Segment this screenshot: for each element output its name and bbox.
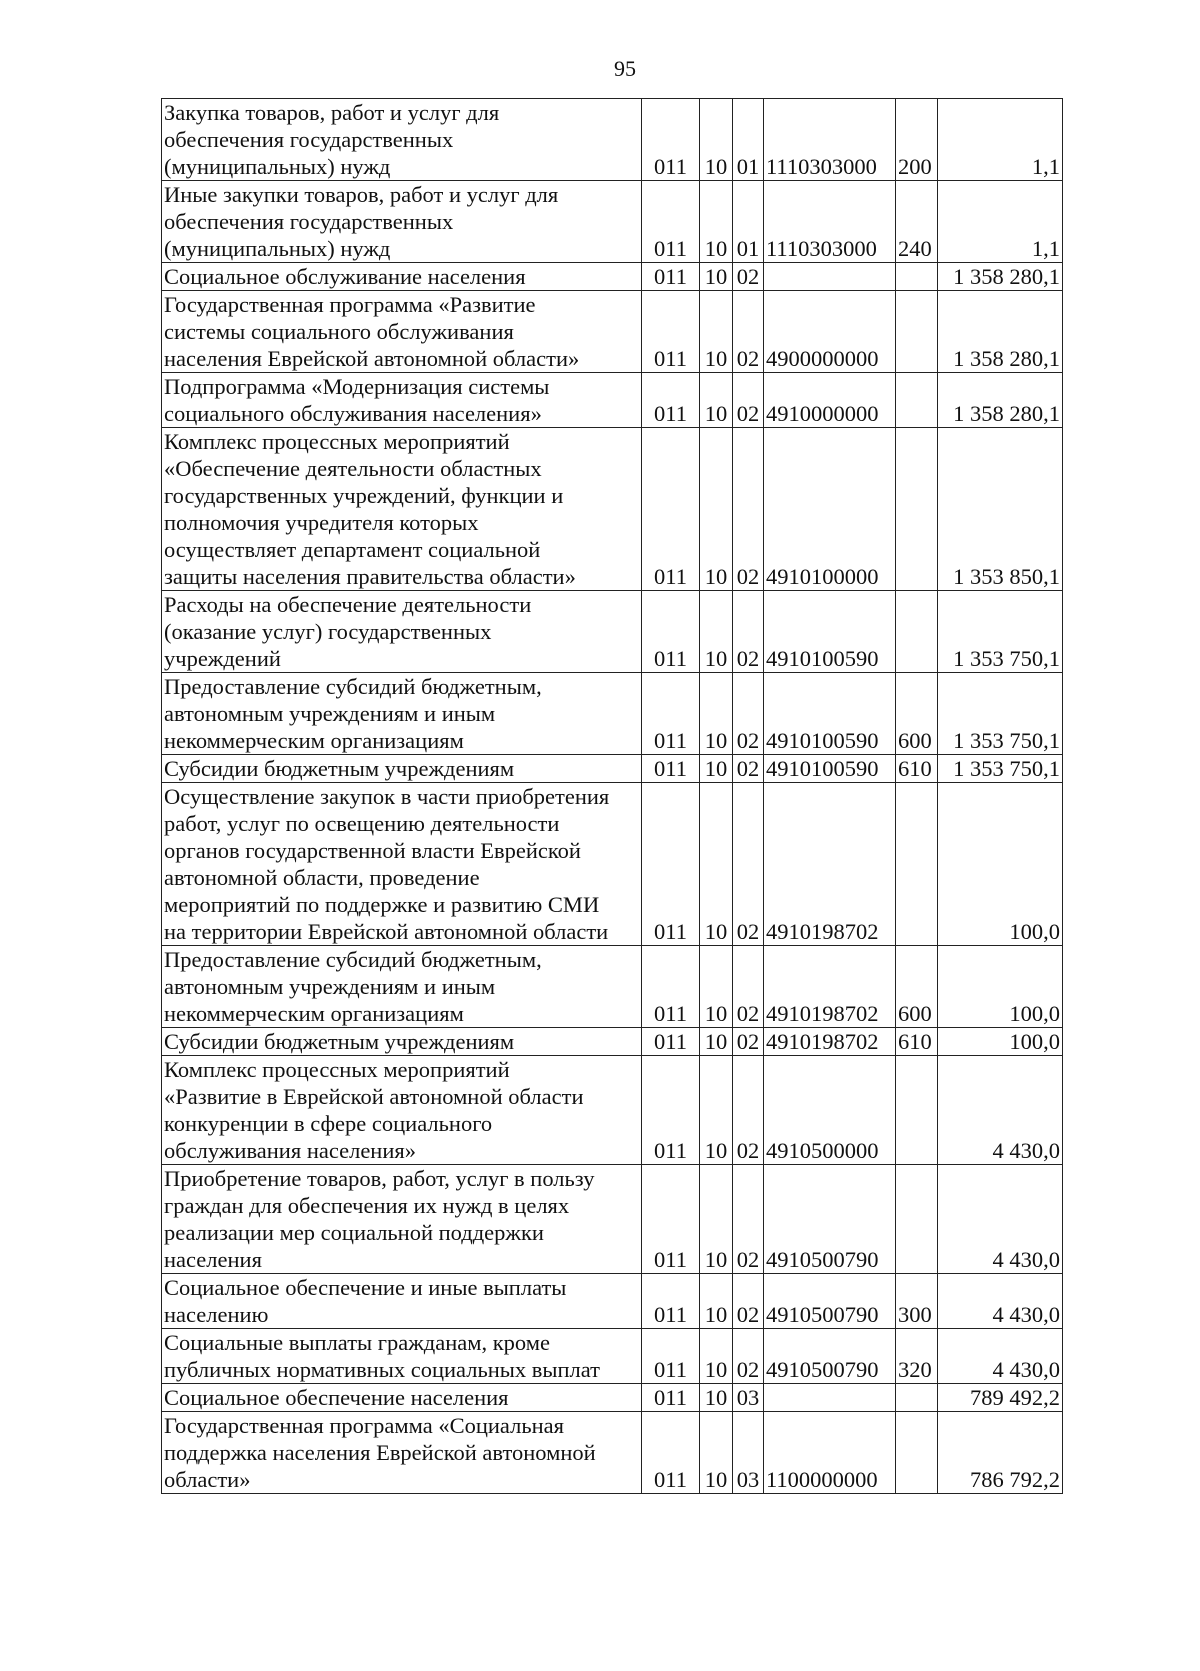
item-name-line: (муниципальных) нужд bbox=[164, 236, 391, 261]
subsection-cell: 02 bbox=[733, 263, 764, 291]
expense-type-cell bbox=[896, 291, 938, 373]
target-article-cell: 1110303000 bbox=[764, 181, 896, 263]
table-row bbox=[162, 291, 1063, 373]
item-name-line: Социальные выплаты гражданам, кроме bbox=[164, 1330, 550, 1355]
expense-type-cell bbox=[896, 783, 938, 946]
table-row bbox=[162, 783, 1063, 946]
ministry-code-cell: 011 bbox=[642, 1274, 700, 1329]
section-cell: 10 bbox=[700, 1329, 733, 1384]
expense-type-cell bbox=[896, 1412, 938, 1494]
subsection-cell: 02 bbox=[733, 1165, 764, 1274]
table-row bbox=[162, 1028, 1063, 1056]
item-name-line: обеспечения государственных bbox=[164, 127, 454, 152]
item-name-line: (оказание услуг) государственных bbox=[164, 619, 492, 644]
item-name-line: «Обеспечение деятельности областных bbox=[164, 456, 542, 481]
expense-type-cell bbox=[896, 1384, 938, 1412]
amount-cell: 4 430,0 bbox=[938, 1056, 1063, 1165]
ministry-code-cell: 011 bbox=[642, 755, 700, 783]
amount-cell: 100,0 bbox=[938, 783, 1063, 946]
target-article-cell: 4900000000 bbox=[764, 291, 896, 373]
item-name-line: Государственная программа «Социальная bbox=[164, 1413, 564, 1438]
ministry-code-cell: 011 bbox=[642, 1028, 700, 1056]
subsection-cell: 03 bbox=[733, 1412, 764, 1494]
item-name-line: «Развитие в Еврейской автономной области bbox=[164, 1084, 584, 1109]
expense-type-cell: 300 bbox=[896, 1274, 938, 1329]
item-name-line: (муниципальных) нужд bbox=[164, 154, 391, 179]
ministry-code-cell: 011 bbox=[642, 99, 700, 181]
item-name-cell bbox=[162, 373, 642, 428]
item-name-cell bbox=[162, 1274, 642, 1329]
item-name-line: на территории Еврейской автономной области bbox=[164, 919, 609, 944]
amount-cell: 1 353 850,1 bbox=[938, 428, 1063, 591]
page-number: 95 bbox=[614, 56, 636, 81]
table-row bbox=[162, 1329, 1063, 1384]
target-article-cell: 4910100000 bbox=[764, 428, 896, 591]
item-name-cell bbox=[162, 181, 642, 263]
target-article-cell: 4910500000 bbox=[764, 1056, 896, 1165]
expense-type-cell bbox=[896, 428, 938, 591]
item-name-line: некоммерческим организациям bbox=[164, 1001, 464, 1026]
item-name-cell bbox=[162, 428, 642, 591]
item-name-line: органов государственной власти Еврейской bbox=[164, 838, 581, 863]
section-cell: 10 bbox=[700, 755, 733, 783]
table-row bbox=[162, 263, 1063, 291]
item-name-line: конкуренции в сфере социального bbox=[164, 1111, 493, 1136]
amount-cell: 4 430,0 bbox=[938, 1329, 1063, 1384]
item-name-line: Субсидии бюджетным учреждениям bbox=[164, 1029, 515, 1054]
expense-type-cell: 600 bbox=[896, 673, 938, 755]
ministry-code-cell: 011 bbox=[642, 1056, 700, 1165]
item-name-cell bbox=[162, 1384, 642, 1412]
target-article-cell: 4910500790 bbox=[764, 1165, 896, 1274]
target-article-cell: 4910198702 bbox=[764, 946, 896, 1028]
subsection-cell: 02 bbox=[733, 1028, 764, 1056]
item-name-line: системы социального обслуживания bbox=[164, 319, 514, 344]
amount-cell: 1 358 280,1 bbox=[938, 291, 1063, 373]
table-row bbox=[162, 99, 1063, 181]
section-cell: 10 bbox=[700, 263, 733, 291]
table-row bbox=[162, 1056, 1063, 1165]
item-name-line: социального обслуживания населения» bbox=[164, 401, 542, 426]
item-name-line: некоммерческим организациям bbox=[164, 728, 464, 753]
section-cell: 10 bbox=[700, 946, 733, 1028]
amount-cell: 1 358 280,1 bbox=[938, 373, 1063, 428]
target-article-cell bbox=[764, 263, 896, 291]
target-article-cell: 4910100590 bbox=[764, 591, 896, 673]
item-name-cell bbox=[162, 1329, 642, 1384]
item-name-line: государственных учреждений, функции и bbox=[164, 483, 564, 508]
section-cell: 10 bbox=[700, 1384, 733, 1412]
ministry-code-cell: 011 bbox=[642, 1384, 700, 1412]
subsection-cell: 02 bbox=[733, 373, 764, 428]
ministry-code-cell: 011 bbox=[642, 263, 700, 291]
expense-type-cell bbox=[896, 591, 938, 673]
item-name-line: автономным учреждениям и иным bbox=[164, 701, 496, 726]
item-name-cell bbox=[162, 755, 642, 783]
subsection-cell: 02 bbox=[733, 755, 764, 783]
table-row bbox=[162, 1274, 1063, 1329]
expense-type-cell bbox=[896, 1165, 938, 1274]
ministry-code-cell: 011 bbox=[642, 1412, 700, 1494]
target-article-cell: 4910100590 bbox=[764, 755, 896, 783]
section-cell: 10 bbox=[700, 1056, 733, 1165]
table-row bbox=[162, 1165, 1063, 1274]
amount-cell: 1,1 bbox=[938, 181, 1063, 263]
subsection-cell: 02 bbox=[733, 291, 764, 373]
amount-cell: 1 353 750,1 bbox=[938, 591, 1063, 673]
budget-table-body bbox=[162, 99, 1063, 1494]
amount-cell: 1 353 750,1 bbox=[938, 673, 1063, 755]
item-name-line: области» bbox=[164, 1467, 251, 1492]
item-name-line: работ, услуг по освещению деятельности bbox=[164, 811, 560, 836]
section-cell: 10 bbox=[700, 591, 733, 673]
target-article-cell: 4910500790 bbox=[764, 1274, 896, 1329]
item-name-line: Социальное обеспечение населения bbox=[164, 1385, 509, 1410]
item-name-cell bbox=[162, 591, 642, 673]
item-name-line: Расходы на обеспечение деятельности bbox=[164, 592, 532, 617]
item-name-line: поддержка населения Еврейской автономной bbox=[164, 1440, 596, 1465]
section-cell: 10 bbox=[700, 1165, 733, 1274]
table-row bbox=[162, 1412, 1063, 1494]
expense-type-cell: 610 bbox=[896, 755, 938, 783]
ministry-code-cell: 011 bbox=[642, 591, 700, 673]
target-article-cell: 1100000000 bbox=[764, 1412, 896, 1494]
section-cell: 10 bbox=[700, 99, 733, 181]
item-name-line: обеспечения государственных bbox=[164, 209, 454, 234]
subsection-cell: 02 bbox=[733, 673, 764, 755]
ministry-code-cell: 011 bbox=[642, 373, 700, 428]
target-article-cell: 4910100590 bbox=[764, 673, 896, 755]
item-name-line: реализации мер социальной поддержки bbox=[164, 1220, 544, 1245]
target-article-cell: 1110303000 bbox=[764, 99, 896, 181]
section-cell: 10 bbox=[700, 373, 733, 428]
item-name-line: защиты населения правительства области» bbox=[164, 564, 576, 589]
item-name-cell bbox=[162, 783, 642, 946]
table-row bbox=[162, 755, 1063, 783]
item-name-cell bbox=[162, 946, 642, 1028]
expense-type-cell: 610 bbox=[896, 1028, 938, 1056]
ministry-code-cell: 011 bbox=[642, 1329, 700, 1384]
section-cell: 10 bbox=[700, 181, 733, 263]
expense-type-cell bbox=[896, 1056, 938, 1165]
expense-type-cell: 320 bbox=[896, 1329, 938, 1384]
section-cell: 10 bbox=[700, 1028, 733, 1056]
subsection-cell: 02 bbox=[733, 591, 764, 673]
target-article-cell: 4910198702 bbox=[764, 1028, 896, 1056]
amount-cell: 1 353 750,1 bbox=[938, 755, 1063, 783]
subsection-cell: 02 bbox=[733, 1329, 764, 1384]
item-name-line: учреждений bbox=[164, 646, 281, 671]
section-cell: 10 bbox=[700, 1274, 733, 1329]
item-name-line: Иные закупки товаров, работ и услуг для bbox=[164, 182, 559, 207]
item-name-line: полномочия учредителя которых bbox=[164, 510, 479, 535]
item-name-line: Социальное обслуживание населения bbox=[164, 264, 526, 289]
item-name-line: автономным учреждениям и иным bbox=[164, 974, 496, 999]
item-name-line: Приобретение товаров, работ, услуг в пользу bbox=[164, 1166, 595, 1191]
item-name-cell bbox=[162, 291, 642, 373]
amount-cell: 786 792,2 bbox=[938, 1412, 1063, 1494]
subsection-cell: 02 bbox=[733, 783, 764, 946]
table-row bbox=[162, 591, 1063, 673]
amount-cell: 100,0 bbox=[938, 946, 1063, 1028]
expense-type-cell: 200 bbox=[896, 99, 938, 181]
item-name-line: Предоставление субсидий бюджетным, bbox=[164, 674, 542, 699]
item-name-line: Подпрограмма «Модернизация системы bbox=[164, 374, 550, 399]
target-article-cell bbox=[764, 1384, 896, 1412]
target-article-cell: 4910198702 bbox=[764, 783, 896, 946]
target-article-cell: 4910000000 bbox=[764, 373, 896, 428]
expense-type-cell bbox=[896, 373, 938, 428]
ministry-code-cell: 011 bbox=[642, 946, 700, 1028]
section-cell: 10 bbox=[700, 428, 733, 591]
item-name-cell bbox=[162, 673, 642, 755]
item-name-line: обслуживания населения» bbox=[164, 1138, 416, 1163]
item-name-line: граждан для обеспечения их нужд в целях bbox=[164, 1193, 570, 1218]
expense-type-cell: 240 bbox=[896, 181, 938, 263]
subsection-cell: 01 bbox=[733, 99, 764, 181]
amount-cell: 4 430,0 bbox=[938, 1274, 1063, 1329]
table-row bbox=[162, 181, 1063, 263]
item-name-line: Закупка товаров, работ и услуг для bbox=[164, 100, 500, 125]
item-name-cell bbox=[162, 1412, 642, 1494]
amount-cell: 1,1 bbox=[938, 99, 1063, 181]
table-row bbox=[162, 428, 1063, 591]
item-name-line: Социальное обеспечение и иные выплаты bbox=[164, 1275, 567, 1300]
subsection-cell: 01 bbox=[733, 181, 764, 263]
item-name-line: населения Еврейской автономной области» bbox=[164, 346, 580, 371]
item-name-line: осуществляет департамент социальной bbox=[164, 537, 541, 562]
item-name-cell bbox=[162, 99, 642, 181]
amount-cell: 4 430,0 bbox=[938, 1165, 1063, 1274]
item-name-line: Осуществление закупок в части приобретения bbox=[164, 784, 610, 809]
item-name-cell bbox=[162, 263, 642, 291]
item-name-line: населения bbox=[164, 1247, 262, 1272]
item-name-line: Комплекс процессных мероприятий bbox=[164, 1057, 510, 1082]
ministry-code-cell: 011 bbox=[642, 181, 700, 263]
item-name-line: Субсидии бюджетным учреждениям bbox=[164, 756, 515, 781]
item-name-cell bbox=[162, 1165, 642, 1274]
amount-cell: 789 492,2 bbox=[938, 1384, 1063, 1412]
ministry-code-cell: 011 bbox=[642, 1165, 700, 1274]
expense-type-cell: 600 bbox=[896, 946, 938, 1028]
budget-table bbox=[161, 98, 1063, 1494]
subsection-cell: 02 bbox=[733, 946, 764, 1028]
expense-type-cell bbox=[896, 263, 938, 291]
amount-cell: 100,0 bbox=[938, 1028, 1063, 1056]
ministry-code-cell: 011 bbox=[642, 291, 700, 373]
item-name-line: населению bbox=[164, 1302, 269, 1327]
item-name-cell bbox=[162, 1056, 642, 1165]
item-name-line: Государственная программа «Развитие bbox=[164, 292, 536, 317]
item-name-line: Предоставление субсидий бюджетным, bbox=[164, 947, 542, 972]
section-cell: 10 bbox=[700, 783, 733, 946]
table-row bbox=[162, 373, 1063, 428]
subsection-cell: 02 bbox=[733, 428, 764, 591]
table-row bbox=[162, 673, 1063, 755]
target-article-cell: 4910500790 bbox=[764, 1329, 896, 1384]
item-name-line: Комплекс процессных мероприятий bbox=[164, 429, 510, 454]
item-name-line: публичных нормативных социальных выплат bbox=[164, 1357, 600, 1382]
section-cell: 10 bbox=[700, 291, 733, 373]
ministry-code-cell: 011 bbox=[642, 673, 700, 755]
subsection-cell: 02 bbox=[733, 1056, 764, 1165]
amount-cell: 1 358 280,1 bbox=[938, 263, 1063, 291]
ministry-code-cell: 011 bbox=[642, 783, 700, 946]
section-cell: 10 bbox=[700, 1412, 733, 1494]
subsection-cell: 03 bbox=[733, 1384, 764, 1412]
subsection-cell: 02 bbox=[733, 1274, 764, 1329]
item-name-cell bbox=[162, 1028, 642, 1056]
table-row bbox=[162, 1384, 1063, 1412]
item-name-line: автономной области, проведение bbox=[164, 865, 480, 890]
item-name-line: мероприятий по поддержке и развитию СМИ bbox=[164, 892, 600, 917]
section-cell: 10 bbox=[700, 673, 733, 755]
table-row bbox=[162, 946, 1063, 1028]
ministry-code-cell: 011 bbox=[642, 428, 700, 591]
